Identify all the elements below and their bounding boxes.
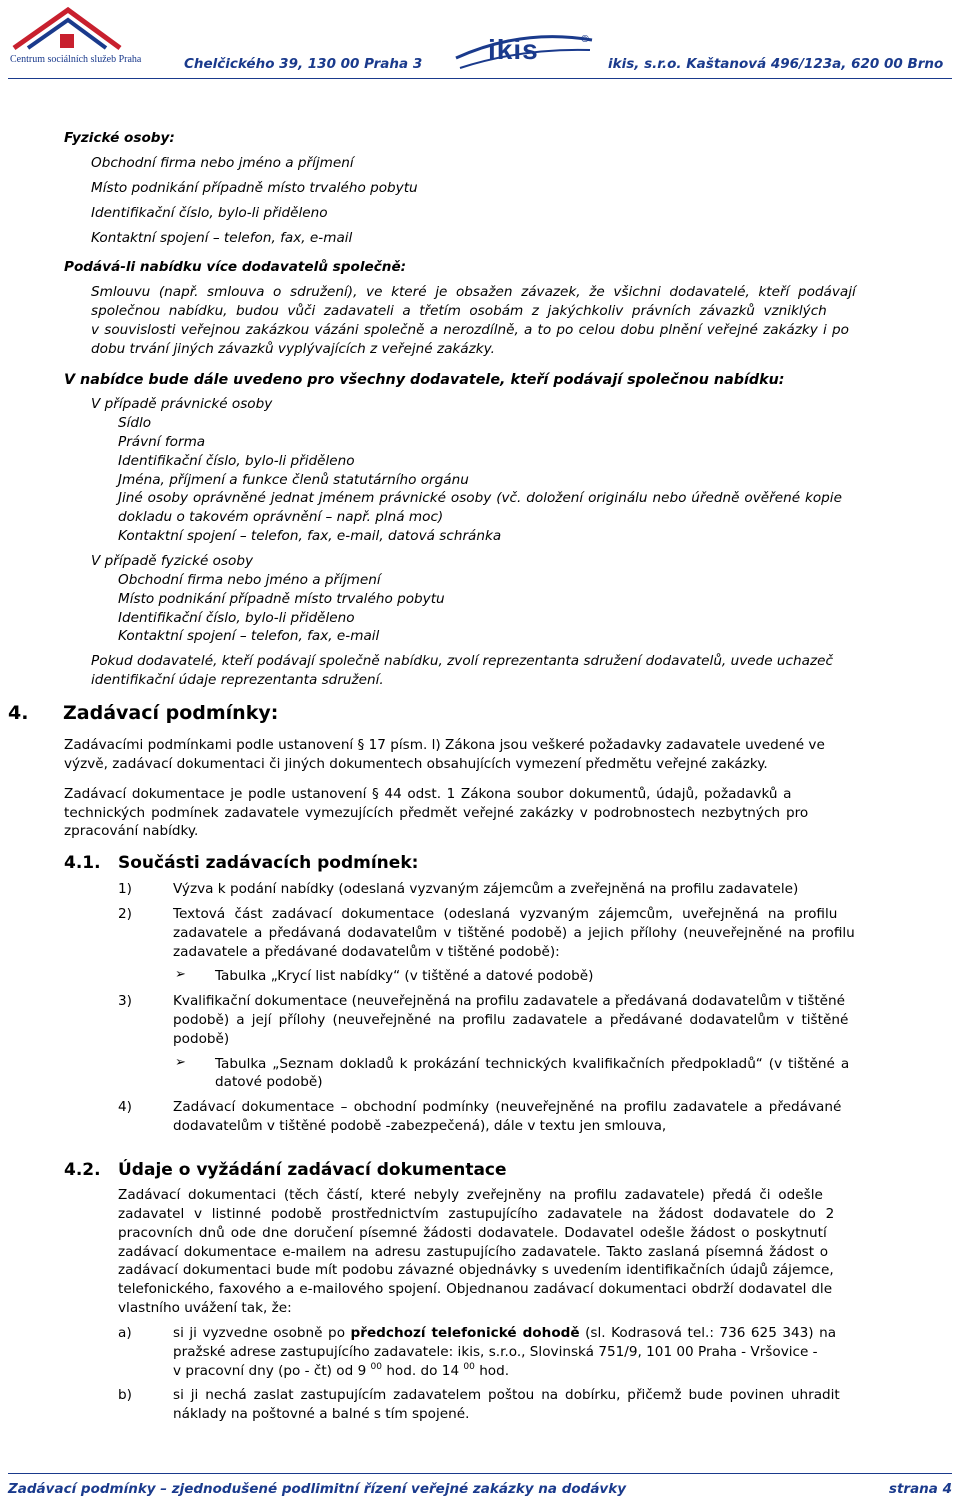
text-span: hod. do 14 (382, 1363, 464, 1379)
list-item: dokladu o takovém oprávnění – např. plná moc) (118, 509, 444, 525)
footer-divider (8, 1473, 952, 1474)
text-line: zadavatele a předávané dodavatelům v tištěné podobě): (173, 944, 560, 960)
list-item: Identifikační číslo, bylo-li přiděleno (118, 610, 355, 626)
superscript: 00 (370, 1362, 382, 1372)
footer-title: Zadávací podmínky – zjednodušené podlimitní řízení veřejné zakázky na dodávky (8, 1481, 627, 1497)
text-line (173, 1363, 509, 1379)
item-number: 1) (118, 881, 132, 897)
list-item: Jiné osoby oprávněné jednat jménem právnické osoby (vč. doložení originálu nebo úředně ověřené kopie (118, 490, 842, 506)
text-line: Zadávací dokumentace – obchodní podmínky (neuveřejněné na profilu zadavatele a předávané (173, 1099, 842, 1115)
list-item: Místo podnikání případně místo trvalého pobytu (91, 180, 418, 196)
section4-title: Zadávací podmínky: (63, 702, 279, 724)
list-item: Obchodní firma nebo jméno a příjmení (91, 155, 354, 171)
text-span: v pracovní dny (po - čt) od 9 (173, 1363, 371, 1379)
ikis-logo-text: ikis (488, 34, 539, 65)
arrow-bullet-icon: ➢ (175, 1055, 186, 1070)
pravnicka-title: V případě právnické osoby (91, 396, 273, 412)
text-line: podobě) (173, 1031, 230, 1047)
text-line (173, 1325, 836, 1341)
house-logo-icon (8, 4, 158, 52)
text-line: vlastního uvážení tak, že: (118, 1300, 292, 1316)
arrow-bullet-icon: ➢ (175, 967, 186, 982)
list-item: Kontaktní spojení – telefon, fax, e-mail, datová schránka (118, 528, 502, 544)
phone-agreement-bold: předchozí telefonické dohodě (350, 1325, 580, 1341)
text-line: identifikační údaje reprezentanta sdružení. (91, 672, 384, 688)
nabidka-title: V nabídce bude dále uvedeno pro všechny dodavatele, kteří podávají společnou nabídku: (64, 372, 785, 388)
text-line: Textová část zadávací dokumentace (odeslaná vyzvaným zájemcům, uveřejněná na profilu (173, 906, 838, 922)
list-item: Identifikační číslo, bylo-li přiděleno (118, 453, 355, 469)
text-line: Tabulka „Seznam dokladů k prokázání technických kvalifikačních předpokladů“ (v tištěné a (215, 1056, 850, 1072)
text-line: Zadávací dokumentaci (těch částí, které nebyly zveřejněny na profilu zadavatele) předá či odešle (118, 1187, 823, 1203)
text-line: pracovních dnů ode dne doručení písemné žádosti dodavatele. Dodavatel odešle žádost o poskytnutí (118, 1225, 827, 1241)
item-number: 4) (118, 1099, 132, 1115)
text-line: Tabulka „Krycí list nabídky“ (v tištěné a datové podobě) (215, 968, 594, 984)
text-line: podobě) a její přílohy (neuveřejněné na profilu zadavatele a předávané dodavatelům v tištěné (173, 1012, 849, 1028)
text-line: datové podobě) (215, 1074, 323, 1090)
registered-mark: ® (580, 34, 590, 45)
section42-title: Údaje o vyžádání zadávací dokumentace (118, 1160, 507, 1180)
text-line: společnou nabídku, budou vůči zadavateli a třetím osobám z jakýchkoliv právních závazků vzniklých (91, 303, 827, 319)
text-line: dodavatelům v tištěné podobě -zabezpečená), dále v textu jen smlouva, (173, 1118, 667, 1134)
text-line: náklady na poštovné a balné s tím spojené. (173, 1406, 470, 1422)
superscript: 00 (463, 1362, 475, 1372)
text-line: Smlouvu (např. smlouva o sdružení), ve které je obsažen závazek, že všichni dodavatelé, kteří podávají (91, 284, 856, 300)
text-line: si ji nechá zaslat zastupujícím zadavatelem poštou na dobírku, přičemž bude povinen uhradit (173, 1387, 840, 1403)
option-label: a) (118, 1325, 132, 1341)
section4-number: 4. (8, 702, 29, 724)
text-span: hod. (474, 1363, 510, 1379)
spolecne-title: Podává-li nabídku více dodavatelů společně: (64, 259, 407, 275)
list-item: Kontaktní spojení – telefon, fax, e-mail (91, 230, 353, 246)
text-line: v souvislosti veřejnou zakázkou vázáni společně a nerozdílně, a to po celou dobu plnění veřejné zakázky i po (91, 322, 849, 338)
text-line: Zadávacími podmínkami podle ustanovení § 17 písm. l) Zákona jsou veškeré požadavky zadavatele uvedené ve (64, 737, 825, 753)
csspraha-logo (8, 4, 158, 70)
text-line: pražské adrese zastupujícího zadavatele: ikis, s.r.o., Slovinská 751/9, 101 00 Praha - Vršovice - (173, 1344, 818, 1360)
list-item: Obchodní firma nebo jméno a příjmení (118, 572, 381, 588)
header (0, 0, 960, 90)
fyzicke-title: Fyzické osoby: (64, 130, 175, 146)
text-span: (sl. Kodrasová tel.: 736 625 343) na (579, 1325, 837, 1341)
list-item: Kontaktní spojení – telefon, fax, e-mail (118, 628, 380, 644)
section41-number: 4.1. (64, 853, 101, 873)
list-item: Jména, příjmení a funkce členů statutárního orgánu (118, 472, 469, 488)
item-number: 3) (118, 993, 132, 1009)
address-left: Chelčického 39, 130 00 Praha 3 (184, 56, 423, 72)
section42-number: 4.2. (64, 1160, 101, 1180)
text-line: Zadávací dokumentace je podle ustanovení § 44 odst. 1 Zákona soubor dokumentů, údajů, požadavků a (64, 786, 792, 802)
header-divider (8, 78, 952, 79)
text-line: technických podmínek zadavatele vymezujících předmět veřejné zakázky v podrobnostech nezbytných pro (64, 805, 809, 821)
fyzicka-title: V případě fyzické osoby (91, 553, 254, 569)
text-line: zadavatel v listinné podobě prostřednictvím zastupujícího zadavatele na žádost dodavatele do 2 (118, 1206, 835, 1222)
text-line: výzvě, zadávací dokumentaci či jiných dokumentech obsahujících vymezení předmětu veřejné zakázky. (64, 756, 768, 772)
page-number: strana 4 (888, 1481, 952, 1497)
text-line: Pokud dodavatelé, kteří podávají společně nabídku, zvolí reprezentanta sdružení dodavatelů, uvede uchazeč (91, 653, 833, 669)
list-item: Místo podnikání případně místo trvalého pobytu (118, 591, 445, 607)
text-line: zadavatele a předávaná dodavatelům v tištěné podobě) a jejich přílohy (neuveřejněné na profilu (173, 925, 855, 941)
text-line: Kvalifikační dokumentace (neuveřejněná na profilu zadavatele a předávaná dodavatelům v tištěné (173, 993, 846, 1009)
list-item: Sídlo (118, 415, 152, 431)
text-line: zpracování nabídky. (64, 823, 199, 839)
text-line: telefonického, faxového a e-mailového spojení. Objednanou zadávací dokumentaci obdrží dodavatel dle (118, 1281, 833, 1297)
text-span: si ji vyzvedne osobně po (173, 1325, 351, 1341)
option-label: b) (118, 1387, 132, 1403)
address-right: ikis, s.r.o. Kaštanová 496/123a, 620 00 Brno (608, 56, 944, 72)
list-item: Právní forma (118, 434, 206, 450)
logo-left-text: Centrum sociálních služeb Praha (10, 54, 142, 65)
text-line: zadávací dokumentaci bude mít podobu závazné objednávky s uvedením identifikačních údajů zájemce, (118, 1262, 834, 1278)
ikis-logo (452, 28, 598, 74)
text-line: Výzva k podání nabídky (odeslaná vyzvaným zájemcům a zveřejněná na profilu zadavatele) (173, 881, 799, 897)
text-line: zadávací dokumentace e-mailem na adresu zastupujícího zadavatele. Takto zaslaná písemná žádost o (118, 1244, 829, 1260)
list-item: Identifikační číslo, bylo-li přiděleno (91, 205, 328, 221)
section41-title: Součásti zadávacích podmínek: (118, 853, 419, 873)
item-number: 2) (118, 906, 132, 922)
text-line: dobu trvání jiných závazků vyplývajících z veřejné zakázky. (91, 341, 495, 357)
